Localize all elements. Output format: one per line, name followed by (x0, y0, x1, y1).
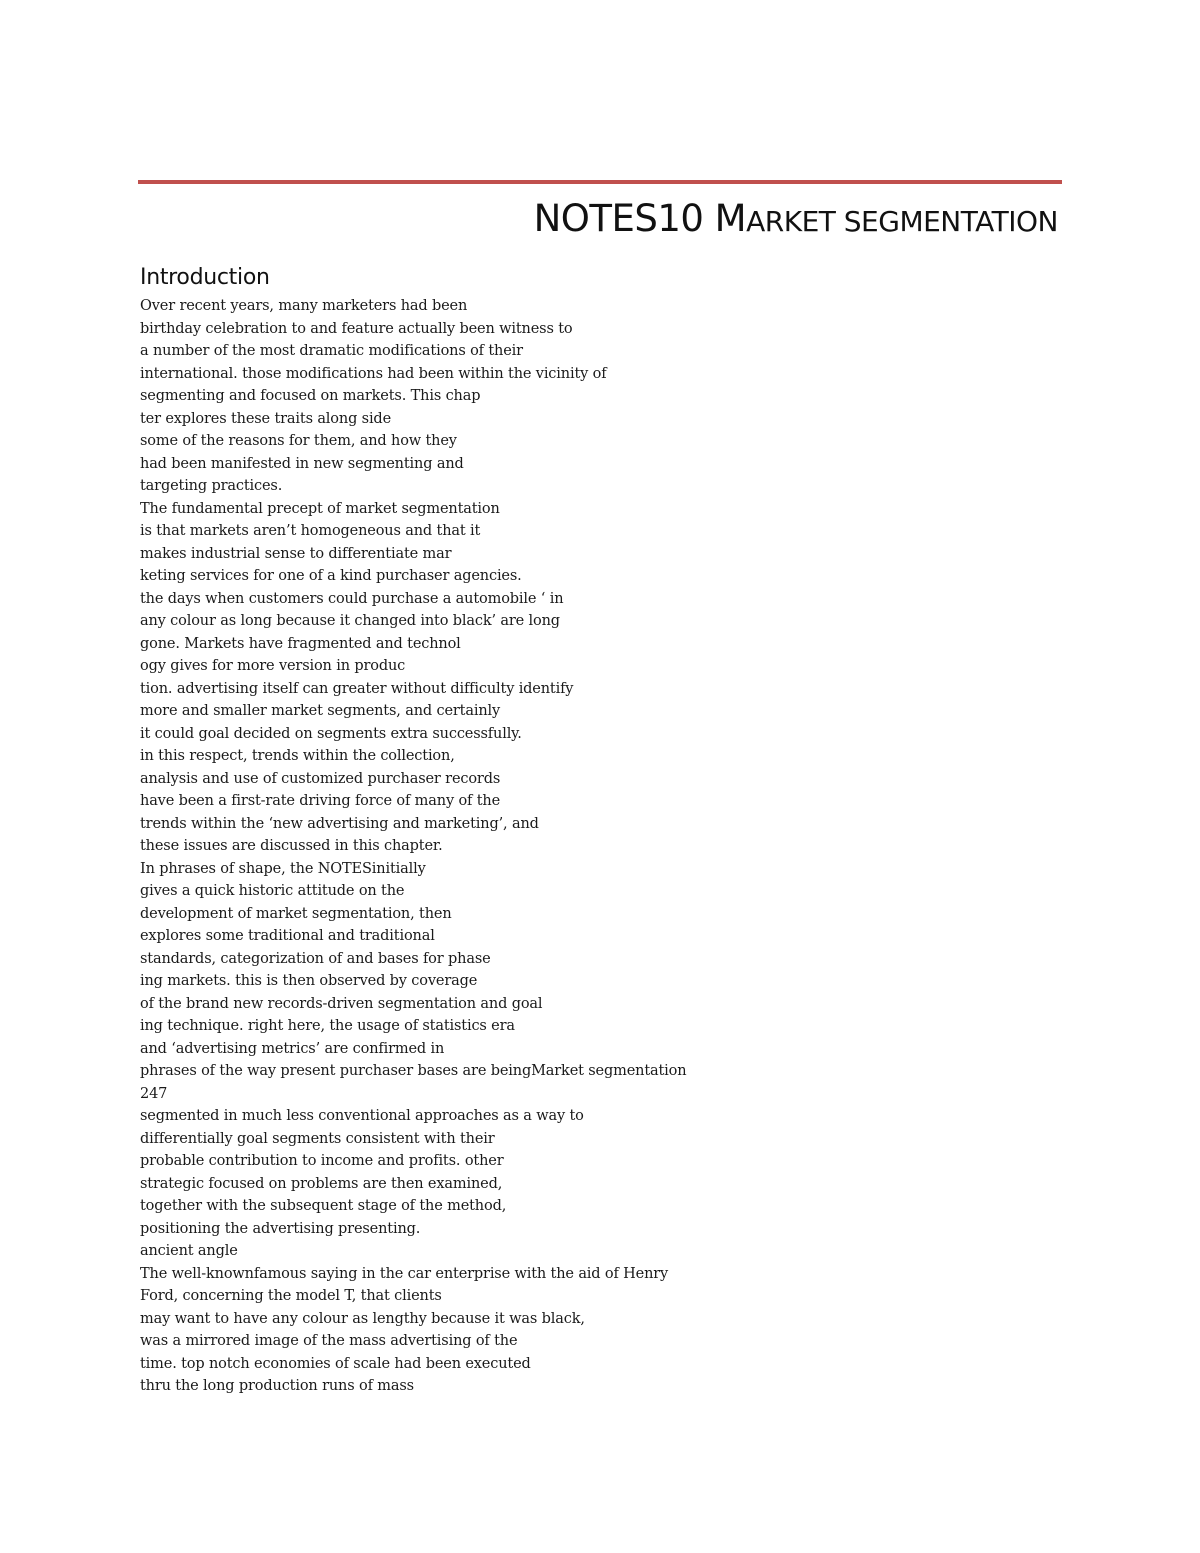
title-rule (138, 180, 1062, 184)
body-line: is that markets aren’t homogeneous and that it (140, 523, 481, 539)
body-line: some of the reasons for them, and how they (140, 433, 457, 449)
body-line: segmented in much less conventional approaches as a way to (140, 1108, 584, 1124)
body-line: it could goal decided on segments extra successfully. (140, 725, 522, 742)
body-line: segmenting and focused on markets. This chap (140, 388, 481, 404)
body-line: ter explores these traits along side (140, 410, 391, 427)
body-line: gives a quick historic attitude on the (140, 883, 405, 899)
body-line: may want to have any colour as lengthy because it was black, (140, 1310, 585, 1327)
body-text (140, 295, 1040, 1398)
body-line: targeting practices. (140, 478, 283, 494)
body-line: the days when customers could purchase a automobile ‘ in (140, 590, 564, 607)
body-line: differentially goal segments consistent with their (140, 1130, 495, 1147)
body-line: and ‘advertising metrics’ are confirmed in (140, 1040, 445, 1057)
body-line: The well-knownfamous saying in the car enterprise with the aid of Henry (140, 1265, 669, 1282)
body-line: tion. advertising itself can greater without difficulty identify (140, 680, 574, 697)
body-line: thru the long production runs of mass (140, 1378, 414, 1394)
body-line: was a mirrored image of the mass advertising of the (140, 1333, 518, 1349)
body-line: international. those modifications had been within the vicinity of (140, 365, 607, 382)
body-line: probable contribution to income and profits. other (140, 1153, 504, 1169)
body-line: of the brand new records-driven segmentation and goal (140, 995, 543, 1012)
body-line: positioning the advertising presenting. (140, 1220, 421, 1237)
body-line: Ford, concerning the model T, that clients (140, 1288, 442, 1304)
body-line: these issues are discussed in this chapter. (140, 838, 443, 854)
title-cap-first: M (714, 197, 747, 240)
body-line: gone. Markets have fragmented and technol (140, 635, 461, 652)
body-line: 247 (140, 1085, 168, 1102)
body-line: keting services for one of a kind purchaser agencies. (140, 568, 522, 584)
title-rest: ARKET SEGMENTATION (746, 205, 1058, 238)
body-line: strategic focused on problems are then examined, (140, 1175, 503, 1192)
body-line: In phrases of shape, the NOTESinitially (140, 860, 426, 877)
body-line: Over recent years, many marketers had been (140, 298, 468, 314)
body-line: ing technique. right here, the usage of statistics era (140, 1018, 515, 1034)
body-line: in this respect, trends within the collection, (140, 748, 455, 764)
section-heading: Introduction (140, 265, 270, 290)
body-line: trends within the ‘new advertising and marketing’, and (140, 815, 539, 832)
body-line: have been a first-rate driving force of many of the (140, 793, 500, 809)
chapter-prefix: NOTES10 (533, 197, 715, 240)
body-line: phrases of the way present purchaser bases are beingMarket segmentation (140, 1063, 687, 1079)
body-line: makes industrial sense to differentiate mar (140, 545, 452, 562)
body-line: a number of the most dramatic modifications of their (140, 343, 523, 359)
body-line: ogy gives for more version in produc (140, 658, 406, 674)
body-line: The fundamental precept of market segmentation (140, 500, 500, 517)
body-line: ancient angle (140, 1243, 238, 1259)
body-line: development of market segmentation, then (140, 905, 452, 922)
body-line: time. top notch economies of scale had been executed (140, 1355, 531, 1372)
body-line: any colour as long because it changed into black’ are long (140, 613, 560, 629)
body-line: standards, categorization of and bases for phase (140, 950, 491, 967)
body-line: ing markets. this is then observed by coverage (140, 973, 478, 989)
body-line: more and smaller market segments, and certainly (140, 703, 501, 719)
body-line: together with the subsequent stage of the method, (140, 1198, 507, 1214)
body-line: birthday celebration to and feature actually been witness to (140, 320, 573, 337)
body-line: had been manifested in new segmenting and (140, 455, 464, 472)
body-line: analysis and use of customized purchaser records (140, 770, 501, 787)
chapter-title (534, 193, 1058, 248)
body-line: explores some traditional and traditional (140, 928, 435, 944)
